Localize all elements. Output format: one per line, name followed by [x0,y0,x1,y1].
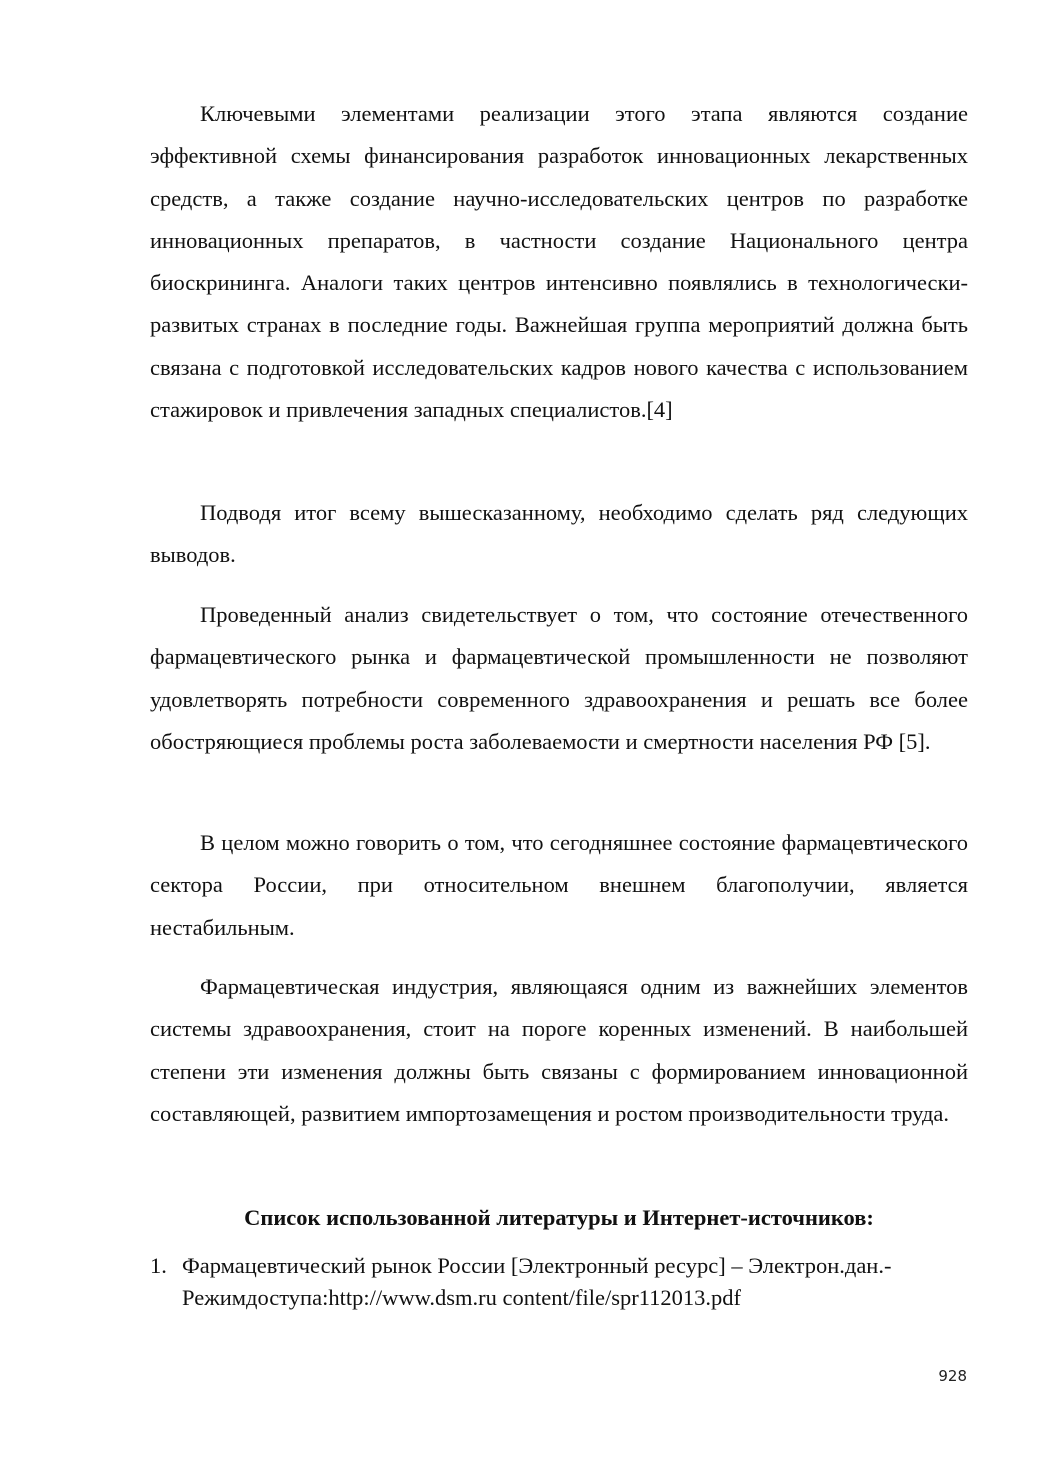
reference-item [150,1250,968,1314]
body-paragraph: Подводя итог всему вышесказанному, необходимо сделать ряд следующих выводов. [150,500,968,568]
reference-number: 1. [150,1253,167,1278]
reference-text: Фармацевтический рынок России [Электронный ресурс] – Электрон.дан.- Режимдоступа:http://www.dsm.ru content/file/spr112013.pdf [182,1253,892,1310]
references-heading: Список использованной литературы и Интернет-источников: [244,1205,874,1230]
body-paragraph: Ключевыми элементами реализации этого этапа являются создание эффективной схемы финансирования разработок инновационных лекарственных средств, а также создание научно-исследовательских центров по разработке инновационных препаратов, в частности создание Национального центра биоскрининга. Аналоги таких центров интенсивно появлялись в технологически-развитых странах в последние годы. Важнейшая группа мероприятий должна быть связана с подготовкой исследовательских кадров нового качества с использованием стажировок и привлечения западных специалистов.[4] [150,101,968,423]
body-paragraph: В целом можно говорить о том, что сегодняшнее состояние фармацевтического сектора России, при относительном внешнем благополучии, является нестабильным. [150,830,968,940]
body-paragraph: Фармацевтическая индустрия, являющаяся одним из важнейших элементов системы здравоохранения, стоит на пороге коренных изменений. В наибольшей степени эти изменения должны быть связаны с формированием инновационной составляющей, развитием импортозамещения и ростом производительности труда. [150,974,968,1126]
references-list [150,1250,968,1314]
body-paragraph: Проведенный анализ свидетельствует о том, что состояние отечественного фармацевтического рынка и фармацевтической промышленности не позволяют удовлетворять потребности современного здравоохранения и решать все более обостряющиеся проблемы роста заболеваемости и смертности населения РФ [5]. [150,602,968,754]
page-number: 928 [938,1367,967,1385]
